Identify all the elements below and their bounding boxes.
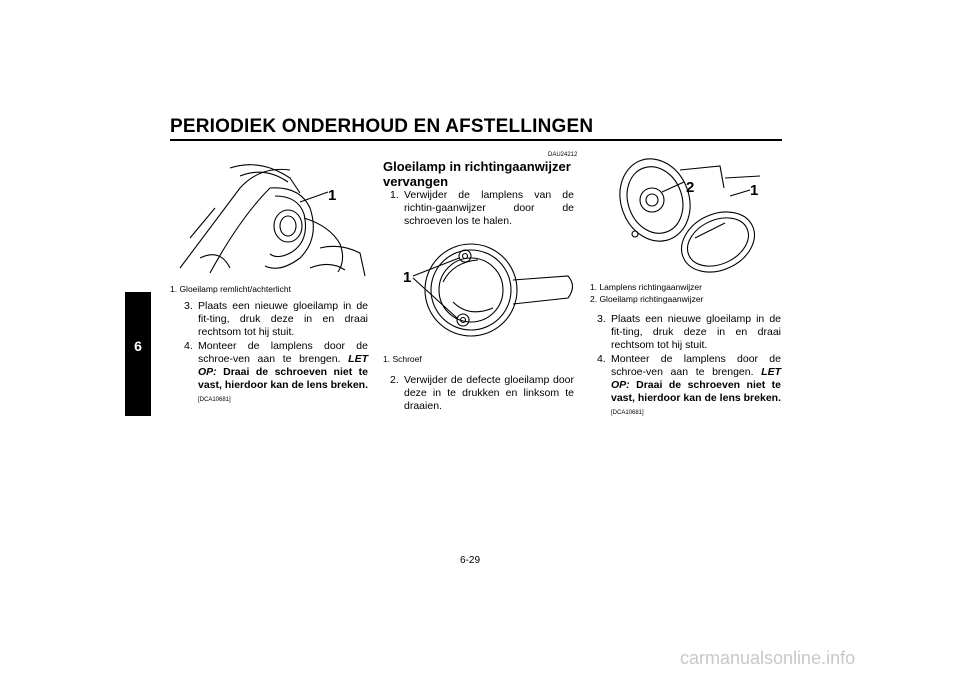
- caption-item: 2. Gloeilamp richtingaanwijzer: [590, 294, 704, 304]
- caption-item: 1. Schroef: [383, 354, 422, 364]
- figure-caption: [170, 283, 291, 295]
- step-text: Monteer de lamplens door de schroe-ven aan te brengen.: [198, 340, 368, 365]
- step-number: 3.: [184, 300, 193, 312]
- right-steps: [597, 313, 781, 421]
- step-number: 2.: [390, 374, 399, 386]
- step-4: [184, 340, 368, 407]
- figure-turn-signal-bulb: [600, 148, 780, 280]
- step-text: Verwijder de lamplens van de richtin-gaanwijzer door de schroeven los te halen.: [404, 189, 574, 227]
- step-number: 1.: [390, 189, 399, 201]
- step-number: 3.: [597, 313, 606, 325]
- chapter-tab-label: 6: [134, 338, 142, 354]
- figure-callout-1: 1: [403, 269, 412, 286]
- step-number: 4.: [597, 353, 606, 365]
- step-2: [390, 374, 574, 413]
- figure-caption: [590, 281, 703, 305]
- step-4: [597, 353, 781, 420]
- caption-item: 1. Gloeilamp remlicht/achterlicht: [170, 284, 291, 294]
- step-3: [597, 313, 781, 352]
- caution-label: LET OP:: [611, 366, 781, 391]
- figure-turn-signal-screws: [383, 232, 583, 347]
- page-number: 6-29: [460, 555, 481, 566]
- watermark: carmanualsonline.info: [680, 648, 856, 668]
- section-title: [383, 159, 571, 189]
- step-text: Monteer de lamplens door de schroe-ven aan te brengen.: [611, 353, 781, 378]
- header-rule: [170, 139, 782, 141]
- figure-callout-2: 2: [686, 179, 695, 196]
- caution-label: LET OP:: [198, 353, 368, 378]
- caution-code: [DCA10681]: [198, 397, 231, 403]
- step-number: 4.: [184, 340, 193, 352]
- step-3: [184, 300, 368, 339]
- middle-step-2: [390, 374, 574, 414]
- step-text: Plaats een nieuwe gloeilamp in de fit-ting, druk deze in en draai rechtsom tot hij stuit.: [198, 300, 368, 338]
- caution-text: Draai de schroeven niet te vast, hierdoor kan de lens breken.: [198, 366, 369, 391]
- figure-callout-1: 1: [750, 182, 759, 199]
- middle-step-1: [390, 189, 574, 229]
- chapter-tab: [125, 292, 151, 416]
- section-title-line: vervangen: [383, 174, 449, 189]
- caption-item: 1. Lamplens richtingaanwijzer: [590, 282, 702, 292]
- caution-code: [DCA10681]: [611, 410, 644, 416]
- caution-text: Draai de schroeven niet te vast, hierdoor kan de lens breken.: [611, 379, 782, 404]
- figure-caption: [383, 353, 422, 365]
- step-text: Verwijder de defecte gloeilamp door deze in te drukken en linksom te draaien.: [404, 374, 574, 412]
- figure-callout-1: 1: [328, 187, 337, 204]
- left-steps: [184, 300, 368, 408]
- step-text: Plaats een nieuwe gloeilamp in de fit-ting, druk deze in en draai rechtsom tot hij stuit.: [611, 313, 781, 351]
- section-title-line: Gloeilamp in richtingaanwijzer: [383, 159, 571, 174]
- step-1: [390, 189, 574, 228]
- page-title: PERIODIEK ONDERHOUD EN AFSTELLINGEN: [170, 116, 594, 137]
- figure-tail-light: [170, 148, 370, 280]
- section-code: DAU24212: [548, 152, 578, 158]
